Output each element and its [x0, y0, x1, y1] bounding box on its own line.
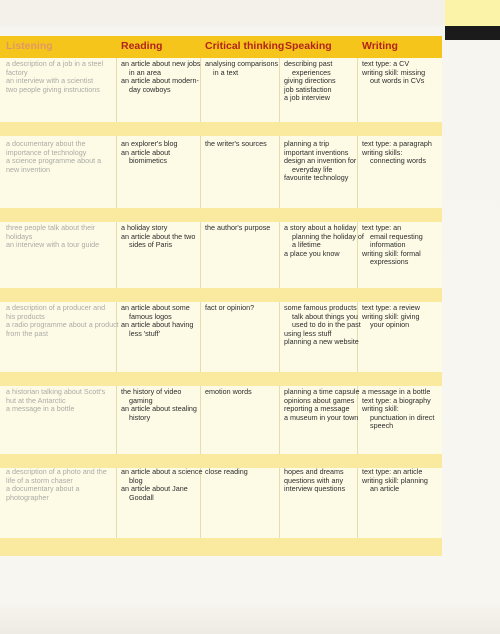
cell-line: photographer [6, 492, 49, 502]
cell-line: blog [129, 475, 143, 485]
row-separator-band [0, 122, 442, 136]
cell-line: an article about some [121, 303, 190, 312]
cell-line: an article about a science [121, 467, 203, 476]
cell-line: opinions about games [284, 395, 355, 405]
header-speaking: Speaking [285, 40, 332, 52]
row-separator-band [0, 208, 442, 222]
cell-line: his products [6, 311, 45, 321]
cell-line: an article about Jane [121, 484, 188, 494]
cell-line: planning a new website [284, 337, 359, 347]
cell-line: a place you know [284, 248, 340, 258]
cell-line: used to do in the past [292, 320, 361, 330]
cell-speaking [284, 140, 356, 183]
cell-line: holidays [6, 231, 33, 241]
cell-line: an article about having [121, 320, 194, 330]
cell-line: emotion words [205, 387, 252, 396]
cell-listening [6, 224, 99, 250]
cell-line: in a text [213, 67, 239, 77]
cell-line: three people talk about their [6, 223, 96, 232]
cell-listening [6, 140, 101, 174]
cell-speaking [284, 388, 360, 422]
cell-line: information [370, 240, 406, 250]
cell-line: from the past [6, 328, 48, 338]
cell-line: an article [370, 484, 400, 494]
cell-line: a documentary about the [6, 139, 86, 148]
cell-line: writing skill: formal [362, 248, 421, 258]
page-tab-black [445, 26, 500, 40]
cell-line: favourite technology [284, 173, 349, 183]
cell-line: email requesting [370, 231, 423, 241]
cell-line: text type: a paragraph [362, 139, 432, 148]
cell-line: a description of a job in a steel [6, 59, 104, 68]
cell-reading [121, 388, 197, 422]
cell-line: a museum in your town [284, 412, 359, 422]
cell-line: less 'stuff' [129, 328, 160, 338]
cell-line: gaming [129, 395, 153, 405]
cell-speaking [284, 224, 364, 258]
cell-line: expressions [370, 257, 409, 267]
cell-line: a radio programme about a product [6, 320, 119, 330]
header-reading: Reading [121, 40, 163, 52]
cell-line: sides of Paris [129, 240, 173, 250]
cell-reading [121, 468, 203, 502]
cell-line: a job interview [284, 93, 330, 103]
cell-line: punctuation in direct [370, 412, 435, 422]
cell-line: an article about modern- [121, 76, 199, 86]
cell-line: an article about stealing [121, 404, 197, 414]
cell-line: out words in CVs [370, 76, 425, 86]
cell-line: writing skill: giving [362, 311, 420, 321]
header-listening: Listening [6, 40, 53, 52]
cell-line: hut at the Antarctic [6, 395, 66, 405]
cell-line: day cowboys [129, 84, 171, 94]
cell-reading [121, 304, 193, 338]
cell-critical [205, 304, 254, 313]
cell-line: the author's purpose [205, 223, 271, 232]
cell-writing [362, 60, 425, 86]
cell-line: design an invention for [284, 156, 357, 166]
cell-line: talk about things you [292, 311, 358, 321]
cell-line: famous logos [129, 311, 172, 321]
cell-line: writing skill: [362, 404, 399, 414]
cell-line: the writer's sources [205, 139, 267, 148]
page-tab-yellow [445, 0, 500, 26]
cell-speaking [284, 468, 345, 494]
cell-line: writing skill: planning [362, 475, 428, 485]
cell-line: a historian talking about Scott's [6, 387, 106, 396]
top-margin [0, 0, 445, 26]
cell-line: text type: a CV [362, 59, 410, 68]
cell-speaking [284, 60, 336, 103]
cell-line: fact or opinion? [205, 303, 255, 312]
cell-writing [362, 304, 420, 330]
cell-line: planning a time capsule [284, 387, 360, 396]
cell-line: writing skill: missing [362, 67, 426, 77]
cell-writing [362, 388, 434, 431]
cell-line: important inventions [284, 147, 349, 157]
cell-line: factory [6, 67, 28, 77]
contents-table [0, 36, 442, 556]
cell-line: an explorer's blog [121, 139, 178, 148]
table-header [0, 36, 442, 58]
cell-writing [362, 224, 423, 267]
cell-critical [205, 140, 267, 149]
cell-line: life of a storm chaser [6, 475, 73, 485]
cell-listening [6, 388, 105, 414]
cell-line: Goodall [129, 492, 154, 502]
cell-line: experiences [292, 67, 331, 77]
cell-reading [121, 140, 178, 166]
cell-line: an article about [121, 147, 171, 157]
cell-line: job satisfaction [284, 84, 332, 94]
cell-line: biomimetics [129, 156, 167, 166]
row-separator-band [0, 288, 442, 302]
cell-line: your opinion [370, 320, 410, 330]
cell-line: a holiday story [121, 223, 168, 232]
cell-line: a lifetime [292, 240, 321, 250]
header-critical-thinking: Critical thinking [205, 40, 285, 52]
cell-line: in an area [129, 67, 161, 77]
cell-listening [6, 468, 107, 502]
cell-line: the history of video [121, 387, 182, 396]
cell-line: text type: an [362, 223, 402, 232]
cell-line: interview questions [284, 484, 346, 494]
cell-line: a science programme about a [6, 156, 102, 166]
cell-line: some famous products [284, 303, 357, 312]
cell-speaking [284, 304, 361, 347]
cell-line: an article about new jobs [121, 59, 201, 68]
row-separator-band [0, 372, 442, 386]
cell-listening [6, 60, 103, 94]
cell-line: hopes and dreams [284, 467, 344, 476]
cell-line: reporting a message [284, 404, 350, 414]
cell-line: importance of technology [6, 147, 87, 157]
cell-line: new invention [6, 164, 50, 174]
cell-line: text type: a biography [362, 395, 431, 405]
cell-line: text type: a review [362, 303, 420, 312]
cell-listening [6, 304, 119, 338]
cell-line: questions with any [284, 475, 344, 485]
cell-line: history [129, 412, 151, 422]
cell-critical [205, 224, 270, 233]
cell-critical [205, 60, 278, 77]
cell-line: a story about a holiday [284, 223, 357, 232]
cell-line: planning the holiday of [292, 231, 364, 241]
cell-line: planning a trip [284, 139, 330, 148]
cell-line: a message in a bottle [362, 387, 431, 396]
cell-line: giving directions [284, 76, 336, 86]
cell-line: using less stuff [284, 328, 332, 338]
cell-line: an interview with a scientist [6, 76, 94, 86]
cell-line: two people giving instructions [6, 84, 100, 94]
cell-line: connecting words [370, 156, 426, 166]
cell-line: speech [370, 421, 394, 431]
cell-line: describing past [284, 59, 333, 68]
cell-line: an article about the two [121, 231, 196, 241]
cell-line: text type: an article [362, 467, 423, 476]
header-writing: Writing [362, 40, 398, 52]
cell-line: a documentary about a [6, 484, 80, 494]
row-separator-band [0, 454, 442, 468]
cell-reading [121, 60, 201, 94]
table-bottom-band [0, 538, 442, 556]
cell-reading [121, 224, 195, 250]
cell-line: analysing comparisons [205, 59, 279, 68]
cell-writing [362, 468, 428, 494]
cell-line: everyday life [292, 164, 333, 174]
cell-line: a message in a bottle [6, 404, 75, 414]
cell-line: a description of a producer and [6, 303, 106, 312]
cell-line: an interview with a tour guide [6, 240, 100, 250]
cell-line: a description of a photo and the [6, 467, 107, 476]
cell-critical [205, 388, 252, 397]
cell-line: close reading [205, 467, 248, 476]
cell-critical [205, 468, 248, 477]
cell-writing [362, 140, 432, 166]
cell-line: writing skills: [362, 147, 403, 157]
